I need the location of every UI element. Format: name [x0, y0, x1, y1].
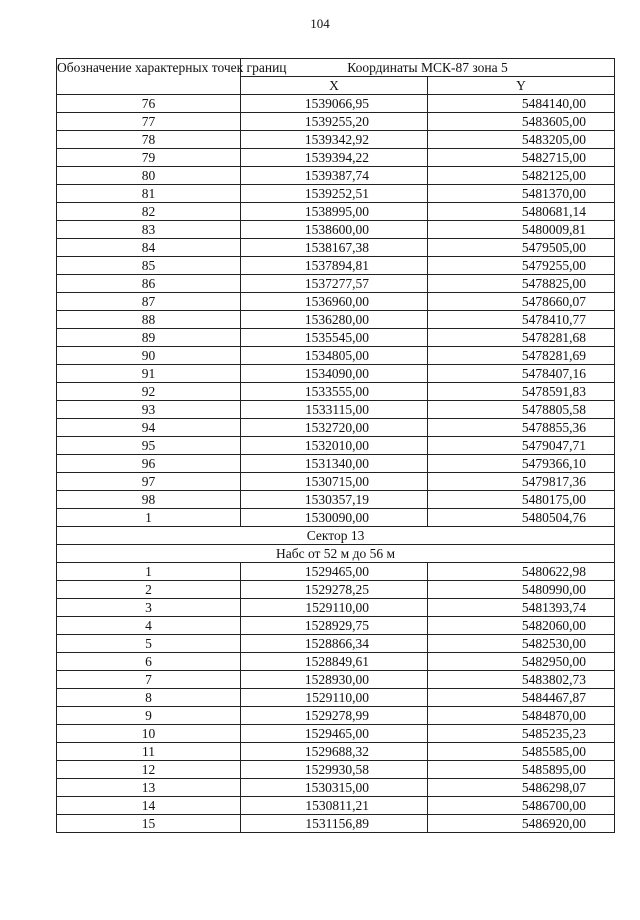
sector-subtitle-row — [57, 545, 615, 563]
point-number: 1 — [57, 509, 241, 527]
page-number: 104 — [310, 16, 330, 31]
x-coordinate: 1529278,99 — [241, 707, 428, 725]
y-coordinate: 5480009,81 — [428, 221, 615, 239]
table-row — [57, 113, 615, 131]
table-row — [57, 167, 615, 185]
point-number: 3 — [57, 599, 241, 617]
x-coordinate: 1533115,00 — [241, 401, 428, 419]
table-row — [57, 401, 615, 419]
y-coordinate: 5478660,07 — [428, 293, 615, 311]
y-coordinate: 5482060,00 — [428, 617, 615, 635]
y-coordinate: 5478805,58 — [428, 401, 615, 419]
x-coordinate: 1535545,00 — [241, 329, 428, 347]
table-row — [57, 239, 615, 257]
table-row — [57, 563, 615, 581]
table-row — [57, 329, 615, 347]
x-coordinate: 1529930,58 — [241, 761, 428, 779]
sector-title-row — [57, 527, 615, 545]
point-number: 89 — [57, 329, 241, 347]
point-number: 79 — [57, 149, 241, 167]
x-coordinate: 1531156,89 — [241, 815, 428, 833]
x-coordinate: 1539252,51 — [241, 185, 428, 203]
table-row — [57, 383, 615, 401]
table-row — [57, 437, 615, 455]
y-coordinate: 5484870,00 — [428, 707, 615, 725]
x-coordinate: 1539342,92 — [241, 131, 428, 149]
point-number: 88 — [57, 311, 241, 329]
y-coordinate: 5480990,00 — [428, 581, 615, 599]
y-coordinate: 5485895,00 — [428, 761, 615, 779]
y-coordinate: 5484467,87 — [428, 689, 615, 707]
table-row — [57, 203, 615, 221]
x-coordinate: 1537894,81 — [241, 257, 428, 275]
x-coordinate: 1529688,32 — [241, 743, 428, 761]
x-coordinate: 1532010,00 — [241, 437, 428, 455]
y-coordinate: 5478281,68 — [428, 329, 615, 347]
y-coordinate: 5484140,00 — [428, 95, 615, 113]
point-number: 76 — [57, 95, 241, 113]
point-number: 78 — [57, 131, 241, 149]
point-number: 91 — [57, 365, 241, 383]
y-coordinate: 5486700,00 — [428, 797, 615, 815]
point-number: 10 — [57, 725, 241, 743]
x-coordinate: 1529278,25 — [241, 581, 428, 599]
y-coordinate: 5485235,23 — [428, 725, 615, 743]
x-header: X — [241, 77, 428, 95]
x-coordinate: 1530357,19 — [241, 491, 428, 509]
x-coordinate: 1529110,00 — [241, 599, 428, 617]
coordinates-table — [56, 58, 615, 833]
y-coordinate: 5480175,00 — [428, 491, 615, 509]
table-row — [57, 617, 615, 635]
point-number: 83 — [57, 221, 241, 239]
table-row — [57, 131, 615, 149]
point-number: 94 — [57, 419, 241, 437]
y-coordinate: 5483802,73 — [428, 671, 615, 689]
point-number: 92 — [57, 383, 241, 401]
y-coordinate: 5483605,00 — [428, 113, 615, 131]
y-coordinate: 5482125,00 — [428, 167, 615, 185]
table-row — [57, 311, 615, 329]
point-number: 11 — [57, 743, 241, 761]
x-coordinate: 1528849,61 — [241, 653, 428, 671]
point-number: 84 — [57, 239, 241, 257]
table-header — [57, 59, 615, 95]
point-number: 90 — [57, 347, 241, 365]
y-coordinate: 5482950,00 — [428, 653, 615, 671]
x-coordinate: 1537277,57 — [241, 275, 428, 293]
table-row — [57, 671, 615, 689]
x-coordinate: 1536280,00 — [241, 311, 428, 329]
y-coordinate: 5478591,83 — [428, 383, 615, 401]
x-coordinate: 1539255,20 — [241, 113, 428, 131]
x-coordinate: 1534805,00 — [241, 347, 428, 365]
table-row — [57, 779, 615, 797]
point-number: 80 — [57, 167, 241, 185]
x-coordinate: 1538167,38 — [241, 239, 428, 257]
x-coordinate: 1528929,75 — [241, 617, 428, 635]
table-row — [57, 815, 615, 833]
point-number: 77 — [57, 113, 241, 131]
point-number: 93 — [57, 401, 241, 419]
table-row — [57, 275, 615, 293]
table-row — [57, 149, 615, 167]
y-coordinate: 5480622,98 — [428, 563, 615, 581]
point-number: 97 — [57, 473, 241, 491]
point-number: 8 — [57, 689, 241, 707]
x-coordinate: 1530090,00 — [241, 509, 428, 527]
table-row — [57, 95, 615, 113]
y-coordinate: 5479817,36 — [428, 473, 615, 491]
y-coordinate: 5479255,00 — [428, 257, 615, 275]
y-coordinate: 5478281,69 — [428, 347, 615, 365]
y-coordinate: 5485585,00 — [428, 743, 615, 761]
point-number: 13 — [57, 779, 241, 797]
point-number: 82 — [57, 203, 241, 221]
y-coordinate: 5486920,00 — [428, 815, 615, 833]
x-coordinate: 1532720,00 — [241, 419, 428, 437]
point-number: 98 — [57, 491, 241, 509]
table-row — [57, 653, 615, 671]
point-number: 4 — [57, 617, 241, 635]
point-number: 96 — [57, 455, 241, 473]
table-row — [57, 347, 615, 365]
point-label-header: Обозначение характерных точек границ — [57, 59, 241, 95]
y-coordinate: 5482715,00 — [428, 149, 615, 167]
table-row — [57, 581, 615, 599]
x-coordinate: 1528866,34 — [241, 635, 428, 653]
table-row — [57, 221, 615, 239]
y-coordinate: 5479366,10 — [428, 455, 615, 473]
y-coordinate: 5478855,36 — [428, 419, 615, 437]
point-number: 12 — [57, 761, 241, 779]
table-row — [57, 707, 615, 725]
table-body-part2 — [57, 563, 615, 833]
table-row — [57, 455, 615, 473]
x-coordinate: 1538600,00 — [241, 221, 428, 239]
x-coordinate: 1536960,00 — [241, 293, 428, 311]
point-number: 9 — [57, 707, 241, 725]
x-coordinate: 1539394,22 — [241, 149, 428, 167]
y-coordinate: 5481370,00 — [428, 185, 615, 203]
table-row — [57, 761, 615, 779]
x-coordinate: 1530315,00 — [241, 779, 428, 797]
point-number: 1 — [57, 563, 241, 581]
x-coordinate: 1539066,95 — [241, 95, 428, 113]
x-coordinate: 1533555,00 — [241, 383, 428, 401]
table-row — [57, 599, 615, 617]
table-row — [57, 185, 615, 203]
point-number: 6 — [57, 653, 241, 671]
table-row — [57, 419, 615, 437]
point-number: 95 — [57, 437, 241, 455]
point-number: 81 — [57, 185, 241, 203]
x-coordinate: 1531340,00 — [241, 455, 428, 473]
y-coordinate: 5483205,00 — [428, 131, 615, 149]
table-row — [57, 293, 615, 311]
y-coordinate: 5481393,74 — [428, 599, 615, 617]
y-coordinate: 5478407,16 — [428, 365, 615, 383]
table-row — [57, 689, 615, 707]
sector-block — [57, 527, 615, 563]
point-number: 86 — [57, 275, 241, 293]
table-row — [57, 725, 615, 743]
point-number: 87 — [57, 293, 241, 311]
x-coordinate: 1539387,74 — [241, 167, 428, 185]
y-coordinate: 5482530,00 — [428, 635, 615, 653]
table-row — [57, 473, 615, 491]
table-body-part1 — [57, 95, 615, 527]
y-coordinate: 5478410,77 — [428, 311, 615, 329]
x-coordinate: 1529465,00 — [241, 725, 428, 743]
x-coordinate: 1529465,00 — [241, 563, 428, 581]
point-number: 14 — [57, 797, 241, 815]
point-number: 5 — [57, 635, 241, 653]
point-number: 2 — [57, 581, 241, 599]
coord-group-header: Координаты МСК-87 зона 5 — [241, 59, 615, 77]
y-coordinate: 5486298,07 — [428, 779, 615, 797]
y-coordinate: 5480681,14 — [428, 203, 615, 221]
y-coordinate: 5479505,00 — [428, 239, 615, 257]
table-row — [57, 743, 615, 761]
sector-subtitle: Набс от 52 м до 56 м — [57, 545, 615, 563]
sector-title: Сектор 13 — [57, 527, 615, 545]
point-number: 7 — [57, 671, 241, 689]
table-row — [57, 491, 615, 509]
table-row — [57, 365, 615, 383]
y-coordinate: 5480504,76 — [428, 509, 615, 527]
x-coordinate: 1534090,00 — [241, 365, 428, 383]
table-row — [57, 797, 615, 815]
table-row — [57, 257, 615, 275]
y-coordinate: 5478825,00 — [428, 275, 615, 293]
table-row — [57, 509, 615, 527]
x-coordinate: 1529110,00 — [241, 689, 428, 707]
x-coordinate: 1530715,00 — [241, 473, 428, 491]
y-coordinate: 5479047,71 — [428, 437, 615, 455]
y-header: Y — [428, 77, 615, 95]
x-coordinate: 1538995,00 — [241, 203, 428, 221]
point-number: 85 — [57, 257, 241, 275]
x-coordinate: 1528930,00 — [241, 671, 428, 689]
x-coordinate: 1530811,21 — [241, 797, 428, 815]
point-number: 15 — [57, 815, 241, 833]
table-row — [57, 635, 615, 653]
